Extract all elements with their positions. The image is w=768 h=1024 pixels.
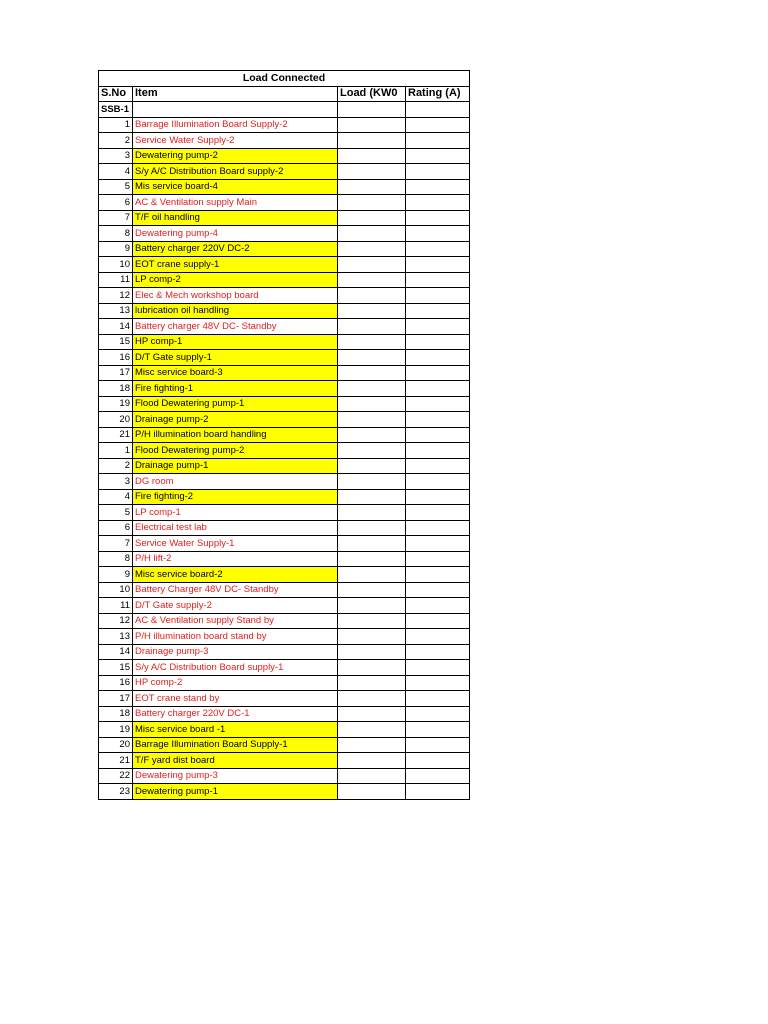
load-cell[interactable]	[338, 474, 406, 490]
load-cell[interactable]	[338, 753, 406, 769]
table-row	[99, 412, 470, 428]
table-row	[99, 365, 470, 381]
load-cell[interactable]	[338, 257, 406, 273]
rating-cell[interactable]	[406, 598, 470, 614]
table-row	[99, 784, 470, 800]
load-cell[interactable]	[338, 288, 406, 304]
item-cell[interactable]: Dewatering pump-1	[133, 784, 338, 800]
rating-cell[interactable]	[406, 536, 470, 552]
load-cell[interactable]	[338, 691, 406, 707]
load-cell[interactable]	[338, 210, 406, 226]
rating-cell[interactable]	[406, 288, 470, 304]
item-cell[interactable]: DG room	[133, 474, 338, 490]
sno-cell[interactable]: 21	[99, 753, 133, 769]
sno-cell[interactable]: 1	[99, 443, 133, 459]
rating-cell[interactable]	[406, 350, 470, 366]
rating-cell[interactable]	[406, 520, 470, 536]
item-cell[interactable]: P/H illumination board stand by	[133, 629, 338, 645]
sno-cell[interactable]: 7	[99, 536, 133, 552]
table-row	[99, 613, 470, 629]
item-cell[interactable]: EOT crane stand by	[133, 691, 338, 707]
sno-cell[interactable]: 14	[99, 644, 133, 660]
rating-cell[interactable]	[406, 226, 470, 242]
rating-cell[interactable]	[406, 412, 470, 428]
sno-cell[interactable]: 19	[99, 722, 133, 738]
table-row	[99, 443, 470, 459]
rating-cell[interactable]	[406, 195, 470, 211]
sno-cell[interactable]: 19	[99, 396, 133, 412]
item-cell[interactable]: Dewatering pump-2	[133, 148, 338, 164]
item-cell[interactable]: HP comp-1	[133, 334, 338, 350]
item-cell[interactable]: Drainage pump-3	[133, 644, 338, 660]
sno-cell[interactable]: 9	[99, 567, 133, 583]
sno-cell[interactable]: 8	[99, 551, 133, 567]
load-cell[interactable]	[338, 195, 406, 211]
table-row	[99, 474, 470, 490]
sno-cell[interactable]: 7	[99, 210, 133, 226]
item-cell[interactable]: S/y A/C Distribution Board supply-2	[133, 164, 338, 180]
table-row	[99, 722, 470, 738]
load-cell[interactable]	[338, 350, 406, 366]
table-row	[99, 195, 470, 211]
item-cell[interactable]: AC & Ventilation supply Main	[133, 195, 338, 211]
table-row	[99, 226, 470, 242]
table-row	[99, 241, 470, 257]
load-cell[interactable]	[338, 241, 406, 257]
item-cell[interactable]: S/y A/C Distribution Board supply-1	[133, 660, 338, 676]
rating-cell[interactable]	[406, 691, 470, 707]
item-cell[interactable]: Battery charger 48V DC- Standby	[133, 319, 338, 335]
rating-cell[interactable]	[406, 505, 470, 521]
item-cell[interactable]: P/H illumination board handling	[133, 427, 338, 443]
group-rating-cell[interactable]	[406, 102, 470, 118]
sno-cell[interactable]: 17	[99, 691, 133, 707]
table-row	[99, 272, 470, 288]
item-cell[interactable]: Flood Dewatering pump-1	[133, 396, 338, 412]
item-cell[interactable]: Electrical test lab	[133, 520, 338, 536]
sno-cell[interactable]: 18	[99, 381, 133, 397]
load-cell[interactable]	[338, 784, 406, 800]
item-cell[interactable]: Misc service board-2	[133, 567, 338, 583]
title-row	[99, 71, 470, 87]
rating-cell[interactable]	[406, 582, 470, 598]
load-cell[interactable]	[338, 722, 406, 738]
table-row	[99, 706, 470, 722]
table-row	[99, 505, 470, 521]
table-row	[99, 148, 470, 164]
rating-cell[interactable]	[406, 133, 470, 149]
table-row	[99, 629, 470, 645]
sno-cell[interactable]: 21	[99, 427, 133, 443]
item-cell[interactable]: HP comp-2	[133, 675, 338, 691]
table-row	[99, 319, 470, 335]
item-cell[interactable]: AC & Ventilation supply Stand by	[133, 613, 338, 629]
item-cell[interactable]: D/T Gate supply-2	[133, 598, 338, 614]
rating-cell[interactable]	[406, 458, 470, 474]
table-row	[99, 396, 470, 412]
rating-cell[interactable]	[406, 303, 470, 319]
load-cell[interactable]	[338, 536, 406, 552]
sno-cell[interactable]: 2	[99, 458, 133, 474]
sno-cell[interactable]: 11	[99, 272, 133, 288]
rating-cell[interactable]	[406, 675, 470, 691]
rating-cell[interactable]	[406, 567, 470, 583]
rating-cell[interactable]	[406, 117, 470, 133]
sno-cell[interactable]: 1	[99, 117, 133, 133]
item-cell[interactable]: Service Water Supply-1	[133, 536, 338, 552]
sno-cell[interactable]: 12	[99, 288, 133, 304]
header-load[interactable]: Load (KW0	[338, 86, 406, 102]
table-row	[99, 691, 470, 707]
sno-cell[interactable]: 16	[99, 675, 133, 691]
item-cell[interactable]: Fire fighting-2	[133, 489, 338, 505]
item-cell[interactable]: EOT crane supply-1	[133, 257, 338, 273]
item-cell[interactable]: lubrication oil handling	[133, 303, 338, 319]
rating-cell[interactable]	[406, 241, 470, 257]
load-cell[interactable]	[338, 706, 406, 722]
item-cell[interactable]: P/H lift-2	[133, 551, 338, 567]
item-cell[interactable]: Mis service board-4	[133, 179, 338, 195]
rating-cell[interactable]	[406, 396, 470, 412]
rating-cell[interactable]	[406, 489, 470, 505]
load-cell[interactable]	[338, 272, 406, 288]
sno-cell[interactable]: 20	[99, 737, 133, 753]
table-row	[99, 520, 470, 536]
sno-cell[interactable]: 15	[99, 660, 133, 676]
rating-cell[interactable]	[406, 753, 470, 769]
rating-cell[interactable]	[406, 737, 470, 753]
load-cell[interactable]	[338, 505, 406, 521]
sno-cell[interactable]: 23	[99, 784, 133, 800]
item-cell[interactable]: Battery charger 220V DC-2	[133, 241, 338, 257]
table-row	[99, 257, 470, 273]
rating-cell[interactable]	[406, 722, 470, 738]
load-cell[interactable]	[338, 582, 406, 598]
sno-cell[interactable]: 16	[99, 350, 133, 366]
table-row	[99, 768, 470, 784]
load-cell[interactable]	[338, 675, 406, 691]
item-cell[interactable]: Battery Charger 48V DC- Standby	[133, 582, 338, 598]
rating-cell[interactable]	[406, 210, 470, 226]
table-row	[99, 381, 470, 397]
sno-cell[interactable]: 15	[99, 334, 133, 350]
load-cell[interactable]	[338, 644, 406, 660]
table-row	[99, 458, 470, 474]
item-cell[interactable]: Misc service board -1	[133, 722, 338, 738]
rating-cell[interactable]	[406, 613, 470, 629]
sno-cell[interactable]: 11	[99, 598, 133, 614]
rating-cell[interactable]	[406, 148, 470, 164]
sno-cell[interactable]: 6	[99, 520, 133, 536]
rating-cell[interactable]	[406, 644, 470, 660]
sno-cell[interactable]: 5	[99, 505, 133, 521]
load-cell[interactable]	[338, 412, 406, 428]
sno-cell[interactable]: 3	[99, 148, 133, 164]
load-cell[interactable]	[338, 520, 406, 536]
load-cell[interactable]	[338, 303, 406, 319]
item-cell[interactable]: Elec & Mech workshop board	[133, 288, 338, 304]
item-cell[interactable]: LP comp-2	[133, 272, 338, 288]
sno-cell[interactable]: 13	[99, 303, 133, 319]
sno-cell[interactable]: 3	[99, 474, 133, 490]
table-row	[99, 582, 470, 598]
load-cell[interactable]	[338, 117, 406, 133]
sno-cell[interactable]: 17	[99, 365, 133, 381]
table-row	[99, 598, 470, 614]
group-load-cell[interactable]	[338, 102, 406, 118]
sno-cell[interactable]: 12	[99, 613, 133, 629]
sno-cell[interactable]: 6	[99, 195, 133, 211]
table-row	[99, 133, 470, 149]
sno-cell[interactable]: 22	[99, 768, 133, 784]
load-connected-table	[98, 70, 470, 800]
load-cell[interactable]	[338, 489, 406, 505]
header-sno[interactable]: S.No	[99, 86, 133, 102]
rating-cell[interactable]	[406, 427, 470, 443]
rating-cell[interactable]	[406, 443, 470, 459]
load-cell[interactable]	[338, 334, 406, 350]
rating-cell[interactable]	[406, 551, 470, 567]
rating-cell[interactable]	[406, 768, 470, 784]
item-cell[interactable]: Barrage Illumination Board Supply-2	[133, 117, 338, 133]
table-row	[99, 675, 470, 691]
load-cell[interactable]	[338, 164, 406, 180]
group-label[interactable]: SSB-1	[99, 102, 133, 118]
rating-cell[interactable]	[406, 319, 470, 335]
rating-cell[interactable]	[406, 706, 470, 722]
rating-cell[interactable]	[406, 474, 470, 490]
table-title[interactable]: Load Connected	[99, 71, 470, 87]
rating-cell[interactable]	[406, 660, 470, 676]
table-body	[99, 71, 470, 800]
rating-cell[interactable]	[406, 365, 470, 381]
table-row	[99, 350, 470, 366]
rating-cell[interactable]	[406, 381, 470, 397]
item-cell[interactable]: Dewatering pump-4	[133, 226, 338, 242]
table-row	[99, 660, 470, 676]
group-item-cell[interactable]	[133, 102, 338, 118]
rating-cell[interactable]	[406, 179, 470, 195]
load-cell[interactable]	[338, 365, 406, 381]
rating-cell[interactable]	[406, 629, 470, 645]
table-row	[99, 288, 470, 304]
sno-cell[interactable]: 14	[99, 319, 133, 335]
load-cell[interactable]	[338, 458, 406, 474]
item-cell[interactable]: Drainage pump-1	[133, 458, 338, 474]
load-cell[interactable]	[338, 179, 406, 195]
header-rating[interactable]: Rating (A)	[406, 86, 470, 102]
load-cell[interactable]	[338, 381, 406, 397]
load-cell[interactable]	[338, 629, 406, 645]
sno-cell[interactable]: 2	[99, 133, 133, 149]
load-cell[interactable]	[338, 737, 406, 753]
load-cell[interactable]	[338, 319, 406, 335]
sno-cell[interactable]: 10	[99, 257, 133, 273]
item-cell[interactable]: Drainage pump-2	[133, 412, 338, 428]
sno-cell[interactable]: 18	[99, 706, 133, 722]
load-cell[interactable]	[338, 660, 406, 676]
rating-cell[interactable]	[406, 334, 470, 350]
group-row	[99, 102, 470, 118]
item-cell[interactable]: T/F yard dist board	[133, 753, 338, 769]
table-row	[99, 303, 470, 319]
load-cell[interactable]	[338, 226, 406, 242]
table-row	[99, 179, 470, 195]
table-row	[99, 334, 470, 350]
header-row	[99, 86, 470, 102]
item-cell[interactable]: Flood Dewatering pump-2	[133, 443, 338, 459]
load-cell[interactable]	[338, 148, 406, 164]
table-row	[99, 536, 470, 552]
item-cell[interactable]: LP comp-1	[133, 505, 338, 521]
table-row	[99, 117, 470, 133]
table-row	[99, 567, 470, 583]
sno-cell[interactable]: 9	[99, 241, 133, 257]
header-item[interactable]: Item	[133, 86, 338, 102]
load-cell[interactable]	[338, 598, 406, 614]
sno-cell[interactable]: 10	[99, 582, 133, 598]
table-row	[99, 164, 470, 180]
rating-cell[interactable]	[406, 164, 470, 180]
table-row	[99, 737, 470, 753]
load-cell[interactable]	[338, 613, 406, 629]
table-row	[99, 427, 470, 443]
load-cell[interactable]	[338, 768, 406, 784]
item-cell[interactable]: T/F oil handling	[133, 210, 338, 226]
table-row	[99, 644, 470, 660]
sno-cell[interactable]: 4	[99, 489, 133, 505]
table-row	[99, 753, 470, 769]
item-cell[interactable]: Fire fighting-1	[133, 381, 338, 397]
load-cell[interactable]	[338, 427, 406, 443]
table-row	[99, 210, 470, 226]
table-row	[99, 551, 470, 567]
rating-cell[interactable]	[406, 784, 470, 800]
load-cell[interactable]	[338, 133, 406, 149]
rating-cell[interactable]	[406, 272, 470, 288]
sno-cell[interactable]: 8	[99, 226, 133, 242]
table-row	[99, 489, 470, 505]
load-cell[interactable]	[338, 396, 406, 412]
load-cell[interactable]	[338, 567, 406, 583]
item-cell[interactable]: Misc service board-3	[133, 365, 338, 381]
item-cell[interactable]: Battery charger 220V DC-1	[133, 706, 338, 722]
sno-cell[interactable]: 20	[99, 412, 133, 428]
load-cell[interactable]	[338, 551, 406, 567]
item-cell[interactable]: Barrage Illumination Board Supply-1	[133, 737, 338, 753]
item-cell[interactable]: D/T Gate supply-1	[133, 350, 338, 366]
item-cell[interactable]: Service Water Supply-2	[133, 133, 338, 149]
rating-cell[interactable]	[406, 257, 470, 273]
sno-cell[interactable]: 4	[99, 164, 133, 180]
sno-cell[interactable]: 5	[99, 179, 133, 195]
sno-cell[interactable]: 13	[99, 629, 133, 645]
item-cell[interactable]: Dewatering pump-3	[133, 768, 338, 784]
load-cell[interactable]	[338, 443, 406, 459]
